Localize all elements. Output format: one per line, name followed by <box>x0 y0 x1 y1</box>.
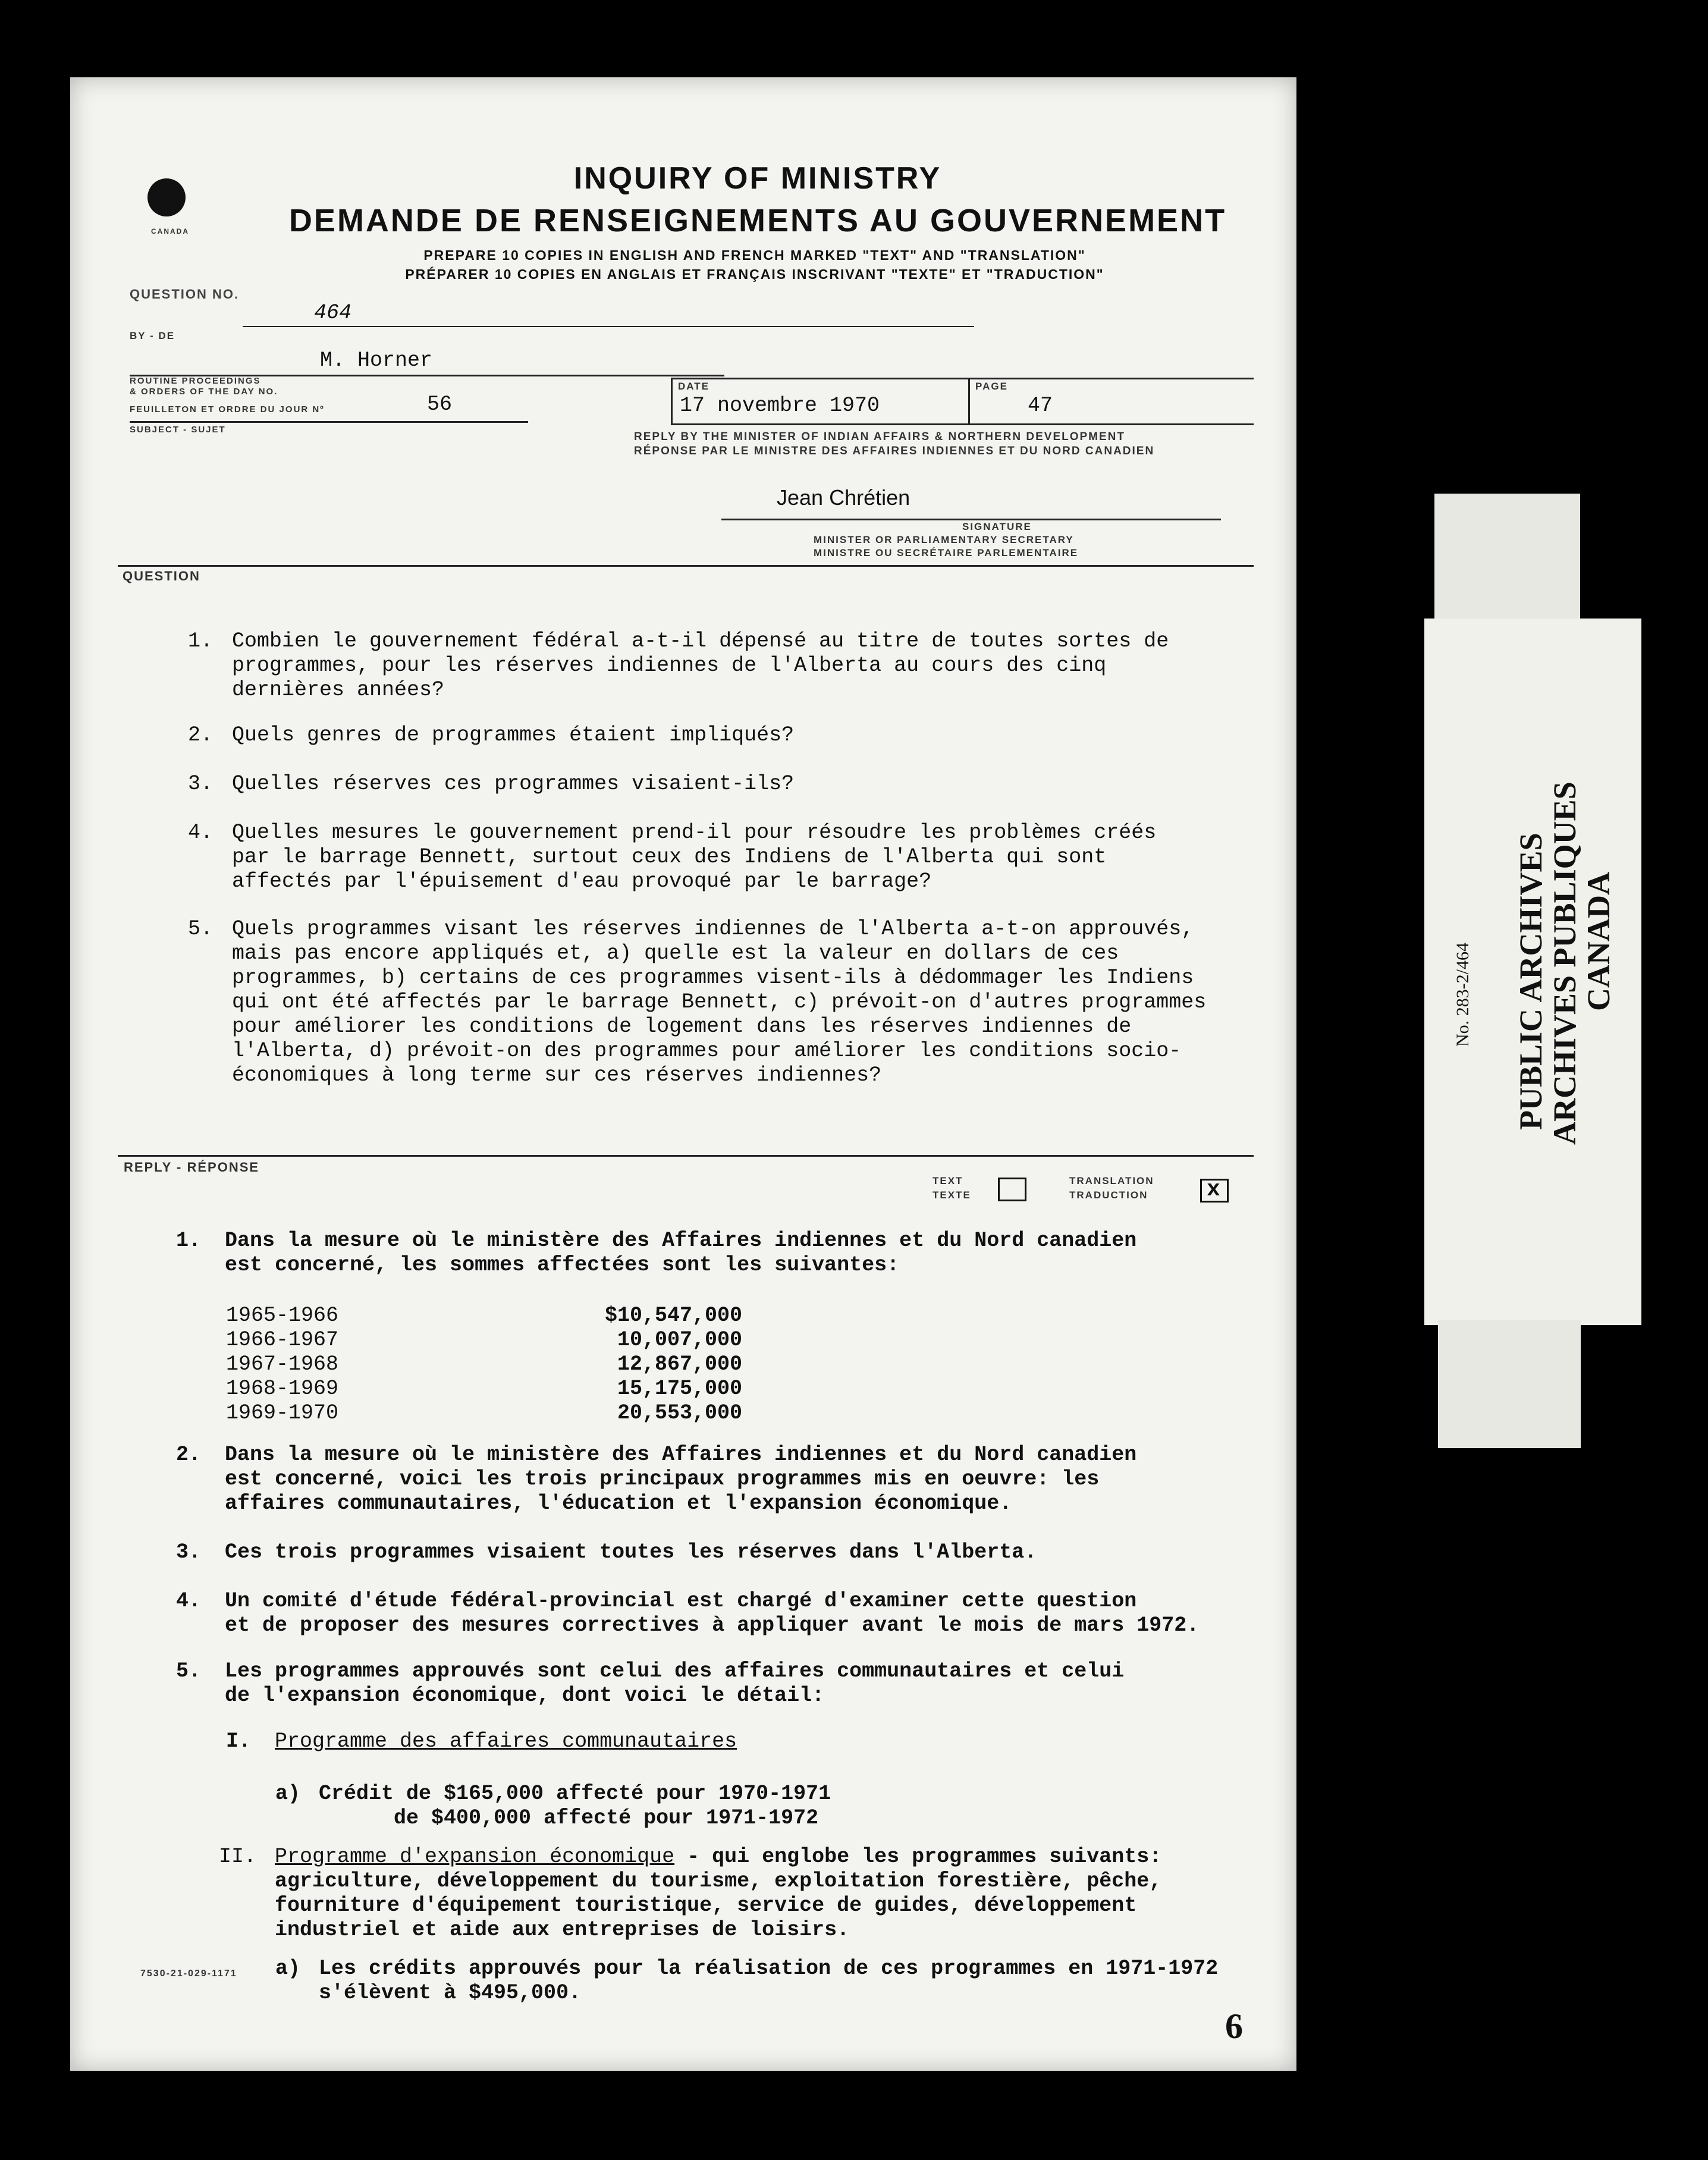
programme-2-heading <box>275 1845 1161 1869</box>
reply-by-french: RÉPONSE PAR LE MINISTRE DES AFFAIRES INDIENNES ET DU NORD CANADIEN <box>634 445 1155 457</box>
text-label-fr: TEXTE <box>933 1189 971 1201</box>
title-french: DEMANDE DE RENSEIGNEMENTS AU GOUVERNEMENT <box>288 203 1227 238</box>
programme-2-heading-rest: - qui englobe les programmes suivants: <box>674 1845 1162 1869</box>
archive-strip-top-tab <box>1434 494 1580 630</box>
prepare-instruction-english: PREPARE 10 COPIES IN ENGLISH AND FRENCH MARKED "TEXT" AND "TRANSLATION" <box>423 247 1086 263</box>
page-label: PAGE <box>975 381 1008 392</box>
archive-number: No. 283-2/464 <box>1453 943 1472 1047</box>
programme-2-a-text: Les crédits approuvés pour la réalisation de ces programmes en 1971-1972 s'élèvent à $495,000. <box>319 1957 1219 2005</box>
date-label: DATE <box>678 381 710 392</box>
date-box-bottom <box>671 423 1254 425</box>
archive-strip-bottom-tab <box>1438 1320 1581 1448</box>
question-2-text: Quels genres de programmes étaient impliqués? <box>232 723 795 747</box>
programme-2-text: agriculture, développement du tourisme, exploitation forestière, pêche, fourniture d'équipement touristique, service de guides, développement industriel et aide aux entreprises de loisirs. <box>275 1869 1162 1942</box>
seal-caption: CANADA <box>151 227 189 236</box>
subject-label: SUBJECT - SUJET <box>130 425 226 435</box>
question-1-text: Combien le gouvernement fédéral a-t-il dépensé au titre de toutes sortes de programmes, pour les réserves indiennes de l'Alberta au cours des cinq dernières années? <box>232 629 1169 702</box>
programme-1-number: I. <box>226 1729 252 1753</box>
date-box-left <box>671 378 673 425</box>
amount-value: 12,867,000 <box>617 1352 742 1376</box>
amount-year: 1969-1970 <box>226 1401 339 1425</box>
amount-value: 20,553,000 <box>617 1401 742 1425</box>
prepare-instruction-french: PRÉPARER 10 COPIES EN ANGLAIS ET FRANÇAIS INSCRIVANT "TEXTE" ET "TRADUCTION" <box>405 266 1104 282</box>
question-3-text: Quelles réserves ces programmes visaient-ils? <box>232 772 795 796</box>
reply-1-number: 1. <box>175 1229 201 1252</box>
programme-2-title: Programme d'expansion économique <box>275 1845 675 1869</box>
minister-french: MINISTRE OU SECRÉTAIRE PARLEMENTAIRE <box>814 547 1079 558</box>
title-english: INQUIRY OF MINISTRY <box>573 161 942 196</box>
page-box-left <box>968 378 970 425</box>
question-no-rule <box>243 326 974 327</box>
routine-label-1: ROUTINE PROCEEDINGS <box>130 376 261 386</box>
reply-4-text: Un comité d'étude fédéral-provincial est chargé d'examiner cette question et de proposer des mesures correctives à appliquer avant le mois de mars 1972. <box>225 1589 1200 1637</box>
amount-year: 1968-1969 <box>226 1377 339 1401</box>
reply-3-number: 3. <box>175 1540 201 1564</box>
minister-english: MINISTER OR PARLIAMENTARY SECRETARY <box>814 534 1074 545</box>
archive-strip <box>1424 619 1641 1325</box>
programme-1-a-number: a) <box>275 1782 301 1806</box>
document-sheet <box>70 77 1296 2071</box>
question-no-value: 464 <box>314 301 352 325</box>
signature-rule <box>721 519 1221 520</box>
amount-value: $10,547,000 <box>604 1304 742 1327</box>
signature-value: Jean Chrétien <box>777 485 910 510</box>
question-5-number: 5. <box>187 917 213 941</box>
archive-line-3: CANADA <box>1581 872 1616 1011</box>
routine-no-value: 56 <box>427 393 453 416</box>
question-section-rule <box>118 565 1254 567</box>
reply-4-number: 4. <box>175 1589 201 1613</box>
reply-5-text: Les programmes approuvés sont celui des affaires communautaires et celui de l'expansion économique, dont voici le détail: <box>225 1659 1125 1707</box>
programme-1-title: Programme des affaires communautaires <box>275 1729 737 1753</box>
by-label: BY - DE <box>130 330 175 341</box>
question-1-number: 1. <box>187 629 213 653</box>
translation-checkbox[interactable] <box>1200 1179 1229 1203</box>
reply-section-rule <box>118 1155 1254 1157</box>
question-4-number: 4. <box>187 821 213 844</box>
amount-year: 1965-1966 <box>226 1304 339 1327</box>
question-4-text: Quelles mesures le gouvernement prend-il pour résoudre les problèmes créés par le barrage Bennett, surtout ceux des Indiens de l'Alberta qui sont affectés par l'épuisement d'eau provoqué par le barrage? <box>232 821 1157 893</box>
question-section-label: QUESTION <box>123 569 200 583</box>
signature-label: SIGNATURE <box>962 521 1032 532</box>
question-3-number: 3. <box>187 772 213 796</box>
programme-2-number: II. <box>219 1845 257 1869</box>
by-value: M. Horner <box>320 349 433 372</box>
programme-2-a-number: a) <box>275 1957 301 1980</box>
routine-label-3: FEUILLETON ET ORDRE DU JOUR Nº <box>130 404 325 415</box>
translation-label-fr: TRADUCTION <box>1069 1189 1148 1201</box>
routine-rule <box>130 421 528 423</box>
question-no-label: QUESTION NO. <box>130 287 240 302</box>
translation-label-en: TRANSLATION <box>1069 1175 1154 1186</box>
page-number: 6 <box>1225 2007 1243 2046</box>
reply-5-number: 5. <box>175 1659 201 1683</box>
text-checkbox[interactable] <box>998 1178 1026 1201</box>
reply-3-text: Ces trois programmes visaient toutes les réserves dans l'Alberta. <box>225 1540 1037 1564</box>
reply-2-text: Dans la mesure où le ministère des Affaires indiennes et du Nord canadien est concerné, voici les trois principaux programmes mis en oeuvre: les affaires communautaires, l'éducation et l'expansion économique. <box>225 1443 1137 1515</box>
reply-by-english: REPLY BY THE MINISTER OF INDIAN AFFAIRS & NORTHERN DEVELOPMENT <box>634 431 1126 443</box>
page-value: 47 <box>1028 394 1053 417</box>
amount-year: 1966-1967 <box>226 1328 339 1352</box>
amount-value: 15,175,000 <box>617 1377 742 1401</box>
reply-1-text: Dans la mesure où le ministère des Affaires indiennes et du Nord canadien est concerné, les sommes affectées sont les suivantes: <box>225 1229 1137 1277</box>
form-number: 7530-21-029-1171 <box>140 1969 237 1979</box>
archive-line-1: PUBLIC ARCHIVES <box>1513 833 1549 1130</box>
archive-line-2: ARCHIVES PUBLIQUES <box>1547 781 1583 1145</box>
amount-year: 1967-1968 <box>226 1352 339 1376</box>
amount-value: 10,007,000 <box>617 1328 742 1352</box>
reply-2-number: 2. <box>175 1443 201 1467</box>
question-2-number: 2. <box>187 723 213 747</box>
date-value: 17 novembre 1970 <box>680 394 880 417</box>
reply-section-label: REPLY - RÉPONSE <box>124 1160 260 1175</box>
routine-label-2: & ORDERS OF THE DAY NO. <box>130 387 278 397</box>
text-label-en: TEXT <box>933 1175 963 1186</box>
question-5-text: Quels programmes visant les réserves indiennes de l'Alberta a-t-on approuvés, mais pas encore appliqués et, a) quelle est la valeur en dollars de ces programmes, b) certains de ces programmes visent-ils à dédommager les Indiens qui ont été affectés par le barrage Bennett, c) prévoit-on d'autres programmes pour améliorer les conditions de logement dans les réserves indiennes de l'Alberta, d) prévoit-on des programmes pour améliorer les conditions socio- économiques à long terme sur ces réserves indiennes? <box>232 917 1207 1087</box>
programme-1-a-text: Crédit de $165,000 affecté pour 1970-1971 de $400,000 affecté pour 1971-1972 <box>319 1782 831 1830</box>
date-box-top <box>671 378 1254 379</box>
